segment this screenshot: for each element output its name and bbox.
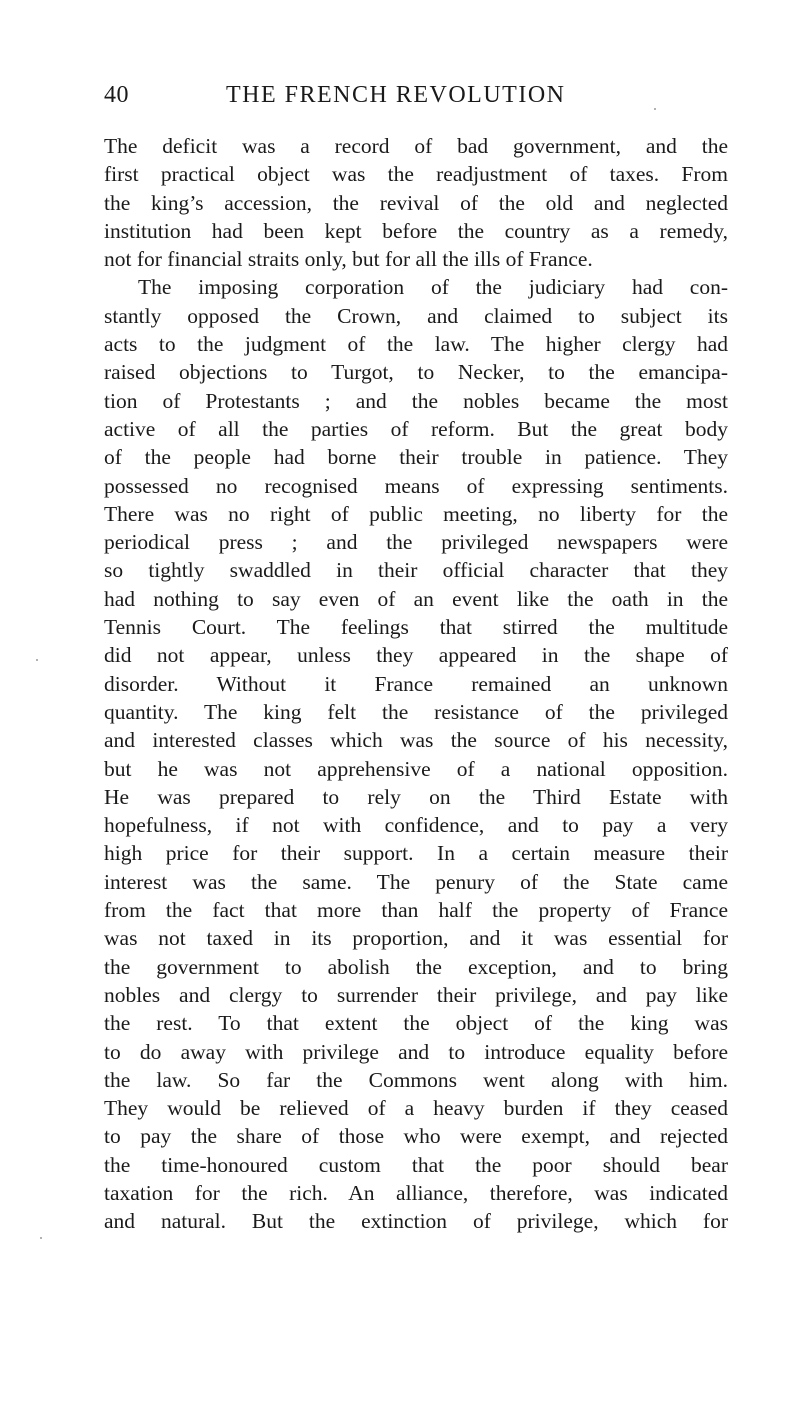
text-line: high price for their support. In a certain measure their: [104, 841, 728, 866]
running-header: [104, 82, 724, 116]
text-line: from the fact that more than half the property of France: [104, 898, 728, 923]
text-line: stantly opposed the Crown, and claimed to subject its: [104, 303, 728, 328]
text-line: possessed no recognised means of expressing sentiments.: [104, 473, 728, 498]
text-line: the time-honoured custom that the poor should bear: [104, 1152, 728, 1177]
running-title: THE FRENCH REVOLUTION: [226, 82, 566, 108]
text-line: disorder. Without it France remained an unknown: [104, 671, 728, 696]
text-line: so tightly swaddled in their official character that they: [104, 558, 728, 583]
text-line: There was no right of public meeting, no liberty for the: [104, 501, 728, 526]
text-line: interest was the same. The penury of the State came: [104, 869, 728, 894]
text-line: and natural. But the extinction of privilege, which for: [104, 1209, 728, 1234]
text-line: of the people had borne their trouble in patience. They: [104, 445, 728, 470]
text-line: the king’s accession, the revival of the old and neglected: [104, 190, 728, 215]
scan-speck: [36, 659, 38, 661]
text-line: raised objections to Turgot, to Necker, to the emancipa-: [104, 360, 728, 385]
text-line: the law. So far the Commons went along with him.: [104, 1067, 728, 1092]
text-line: not for financial straits only, but for all the ills of France.: [104, 247, 593, 272]
text-line: quantity. The king felt the resistance of the privileged: [104, 699, 728, 724]
page-number: 40: [104, 82, 129, 108]
text-line: the government to abolish the exception, and to bring: [104, 954, 728, 979]
text-line: The deficit was a record of bad government, and the: [104, 134, 728, 158]
scan-speck: [40, 1237, 42, 1239]
text-line: hopefulness, if not with confidence, and to pay a very: [104, 813, 728, 838]
text-line: first practical object was the readjustment of taxes. From: [104, 162, 728, 187]
text-line: Tennis Court. The feelings that stirred the multitude: [104, 615, 728, 640]
text-line: had nothing to say even of an event like the oath in the: [104, 586, 728, 611]
text-line: was not taxed in its proportion, and it was essential for: [104, 926, 728, 951]
text-line: They would be relieved of a heavy burden if they ceased: [104, 1096, 728, 1121]
text-line: to pay the share of those who were exempt, and rejected: [104, 1124, 728, 1149]
text-line: but he was not apprehensive of a national opposition.: [104, 756, 728, 781]
text-line: institution had been kept before the country as a remedy,: [104, 218, 728, 243]
text-line: tion of Protestants ; and the nobles became the most: [104, 388, 728, 413]
text-line: did not appear, unless they appeared in the shape of: [104, 643, 728, 668]
text-line: periodical press ; and the privileged newspapers were: [104, 530, 728, 555]
text-line: active of all the parties of reform. But the great body: [104, 416, 728, 441]
scan-speck: [654, 108, 656, 110]
body-text: [104, 132, 728, 1236]
text-line: taxation for the rich. An alliance, therefore, was indicated: [104, 1180, 728, 1205]
text-line: acts to the judgment of the law. The higher clergy had: [104, 332, 728, 357]
text-line: nobles and clergy to surrender their privilege, and pay like: [104, 982, 728, 1007]
text-line: and interested classes which was the source of his necessity,: [104, 728, 728, 753]
text-line: He was prepared to rely on the Third Estate with: [104, 784, 728, 809]
text-line: The imposing corporation of the judiciary had con-: [138, 275, 728, 300]
text-line: to do away with privilege and to introduce equality before: [104, 1039, 728, 1064]
text-line: the rest. To that extent the object of the king was: [104, 1011, 728, 1036]
